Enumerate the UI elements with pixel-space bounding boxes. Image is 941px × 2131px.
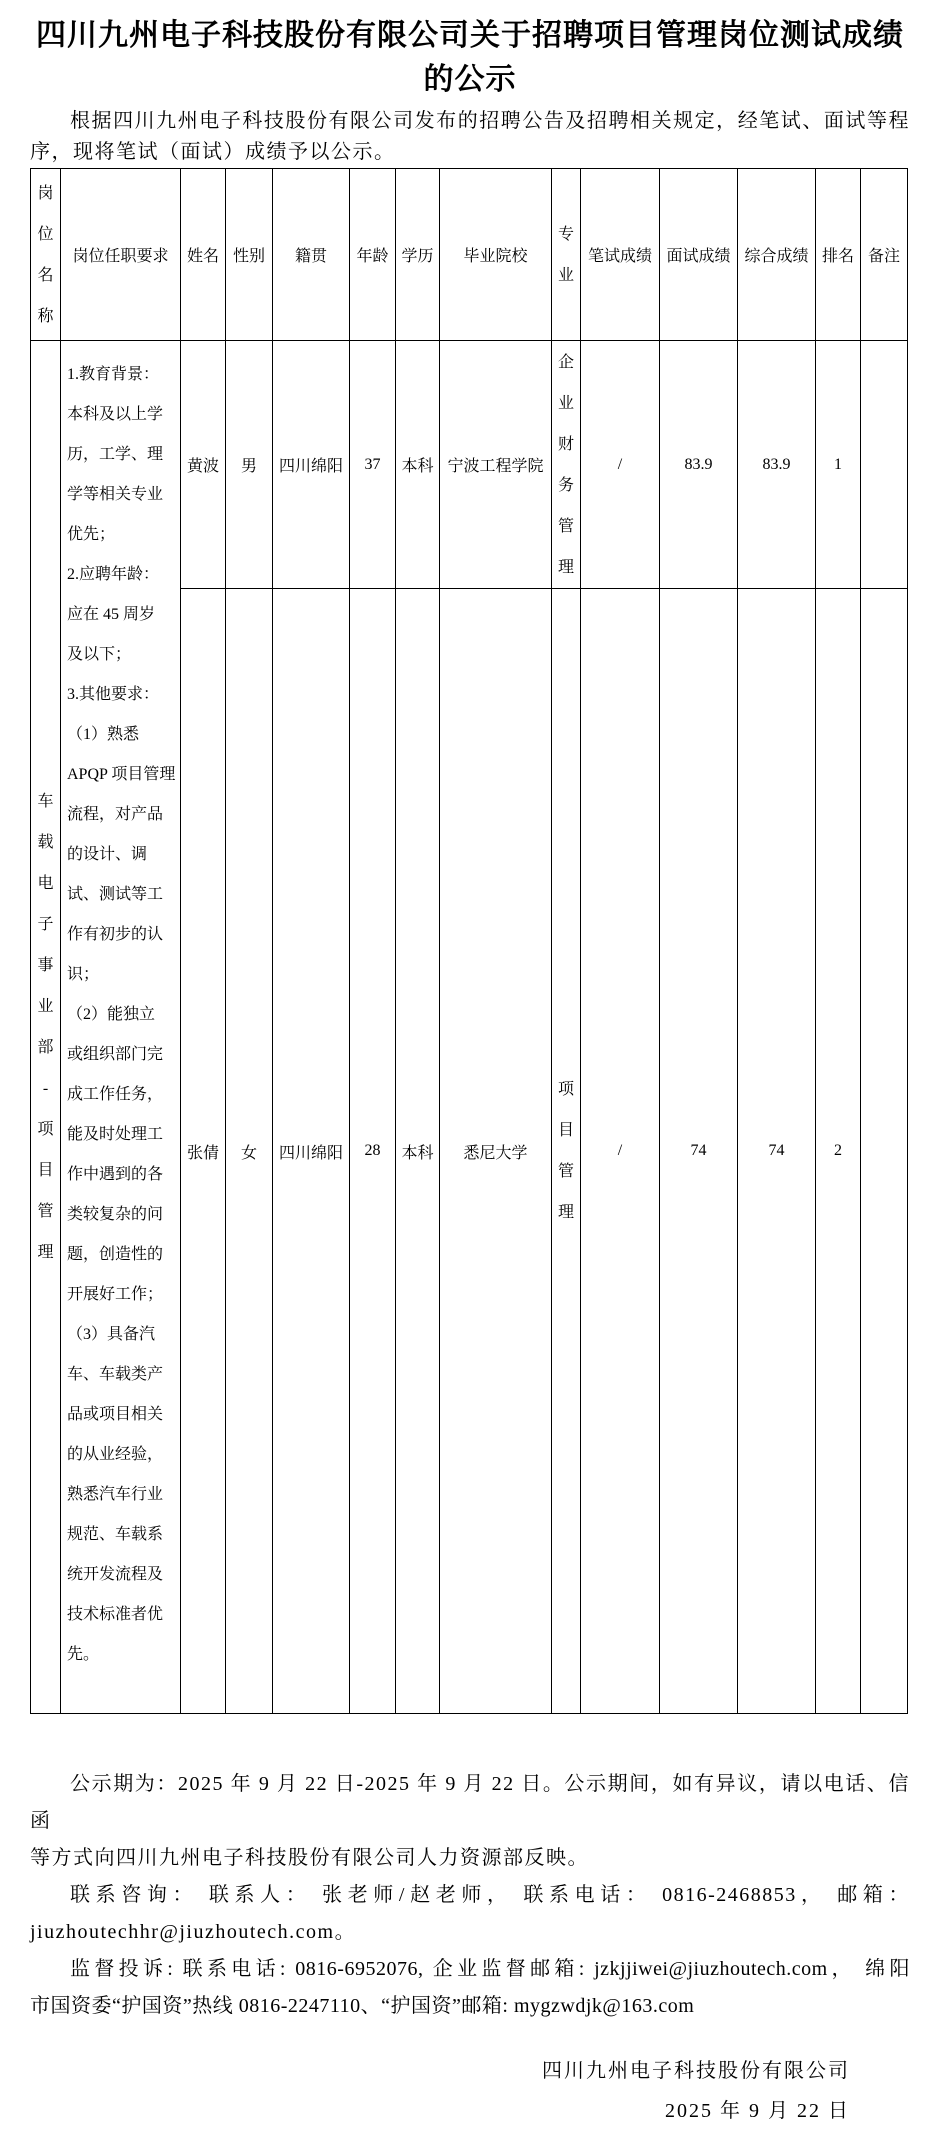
intro-paragraph: 根据四川九州电子科技股份有限公司发布的招聘公告及招聘相关规定，经笔试、面试等程 序，现将笔试（面试）成绩予以公示。: [30, 110, 910, 163]
contact-paragraph: 联系咨询： 联系人： 张老师/赵老师， 联系电话： 0816-2468853， 邮箱： jiuzhoutechhr@jiuzhoutech.com。: [30, 1884, 910, 1943]
results-table: [30, 168, 908, 1714]
supervision-paragraph: 监督投诉: 联系电话: 0816-6952076, 企业监督邮箱: jzkjjiwei@jiuzhoutech.com， 绵阳 市国资委“护国资”热线 0816-2247110、“护国资”邮箱: mygzwdjk@163.com: [30, 1958, 910, 2017]
signature-company: 四川九州电子科技股份有限公司: [542, 2060, 850, 2082]
cell-remark: [861, 341, 908, 589]
cell-interview-score: 74: [660, 589, 738, 1714]
cell-position-name: 车 载 电 子 事 业 部 - 项 目 管 理: [31, 341, 61, 1714]
cell-rank: 1: [816, 341, 861, 589]
cell-gender: 女: [226, 589, 273, 1714]
cell-written-score: /: [581, 341, 660, 589]
cell-major: 项 目 管 理: [552, 589, 581, 1714]
signature-block: [30, 2051, 910, 2131]
cell-name: 张倩: [181, 589, 226, 1714]
cell-education: 本科: [396, 341, 440, 589]
cell-comprehensive-score: 83.9: [738, 341, 816, 589]
col-header-requirements: 岗位任职要求: [61, 169, 181, 341]
cell-remark: [861, 589, 908, 1714]
cell-education: 本科: [396, 589, 440, 1714]
document-page: [0, 14, 941, 2131]
cell-native-place: 四川绵阳: [273, 341, 350, 589]
cell-gender: 男: [226, 341, 273, 589]
table-row: [31, 341, 908, 589]
cell-age: 37: [350, 341, 396, 589]
cell-school: 悉尼大学: [440, 589, 552, 1714]
col-header-interview-score: 面试成绩: [660, 169, 738, 341]
cell-written-score: /: [581, 589, 660, 1714]
cell-native-place: 四川绵阳: [273, 589, 350, 1714]
cell-age: 28: [350, 589, 396, 1714]
col-header-name: 姓名: [181, 169, 226, 341]
cell-requirements: 1.教育背景： 本科及以上学 历，工学、理 学等相关专业 优先； 2.应聘年龄： 应在 45 周岁 及以下； 3.其他要求： （1）熟悉 APQP 项目管理 流程，对产品 的设计、调 试、测试等工 作有初步的认 识； （2）能独立 或组织部门完 成工作任务， 能及时处理工 作中遇到的各 类较复杂的问 题，创造性的 开展好工作； （3）具备汽 车、车载类产 品或项目相关 的从业经验， 熟悉汽车行业 规范、车载系 统开发流程及 技术标准者优 先。: [61, 341, 181, 1714]
footer-section: [30, 1766, 910, 2025]
col-header-age: 年龄: [350, 169, 396, 341]
cell-major: 企 业 财 务 管 理: [552, 341, 581, 589]
publicity-period-paragraph: 公示期为：2025 年 9 月 22 日-2025 年 9 月 22 日。公示期间，如有异议，请以电话、信函 等方式向四川九州电子科技股份有限公司人力资源部反映。: [30, 1773, 910, 1869]
col-header-native-place: 籍贯: [273, 169, 350, 341]
cell-school: 宁波工程学院: [440, 341, 552, 589]
page-title: 四川九州电子科技股份有限公司关于招聘项目管理岗位测试成绩 的公示: [36, 19, 904, 96]
col-header-education: 学历: [396, 169, 440, 341]
cell-rank: 2: [816, 589, 861, 1714]
table-header-row: [31, 169, 908, 341]
col-header-gender: 性别: [226, 169, 273, 341]
signature-date: 2025 年 9 月 22 日: [665, 2100, 850, 2122]
col-header-school: 毕业院校: [440, 169, 552, 341]
cell-name: 黄波: [181, 341, 226, 589]
cell-interview-score: 83.9: [660, 341, 738, 589]
col-header-comprehensive-score: 综合成绩: [738, 169, 816, 341]
col-header-rank: 排名: [816, 169, 861, 341]
col-header-remark: 备注: [861, 169, 908, 341]
col-header-major: 专 业: [552, 169, 581, 341]
col-header-written-score: 笔试成绩: [581, 169, 660, 341]
cell-comprehensive-score: 74: [738, 589, 816, 1714]
col-header-position-name: 岗 位 名 称: [31, 169, 61, 341]
